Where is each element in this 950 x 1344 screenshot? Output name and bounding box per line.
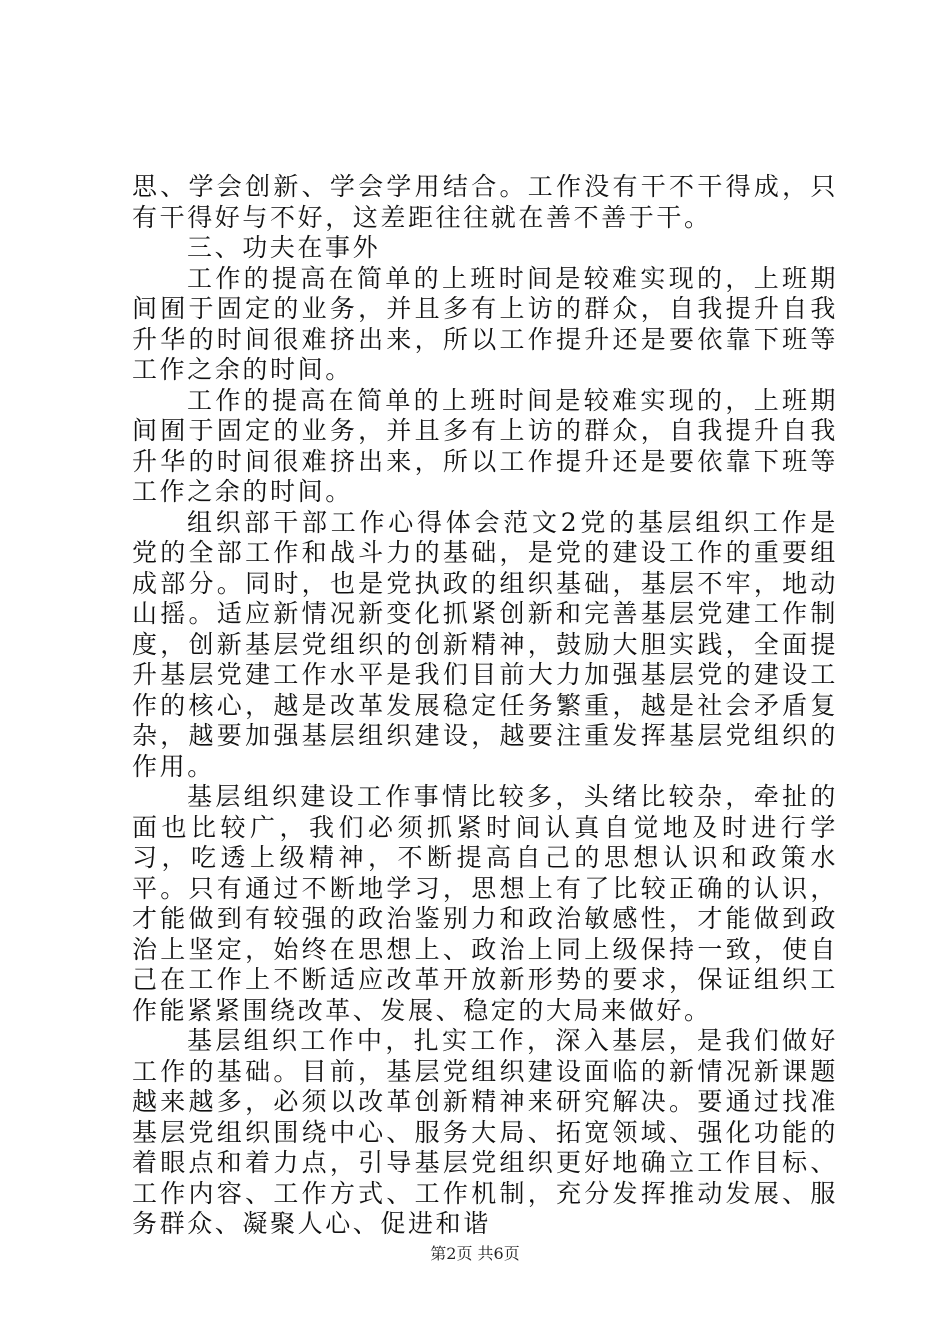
paragraph: 工作的提高在简单的上班时间是较难实现的，上班期间囿于固定的业务，并且多有上访的群众，自我提升自我升华的时间很难挤出来，所以工作提升还是要依靠下班等工作之余的时间。 xyxy=(132,385,838,506)
section-heading: 三、功夫在事外 xyxy=(187,233,381,262)
document-body xyxy=(132,172,838,1240)
paragraph: 基层组织工作中，扎实工作，深入基层，是我们做好工作的基础。目前，基层党组织建设面临的新情况新课题越来越多，必须以改革创新精神来研究解决。要通过找准基层党组织围绕中心、服务大局、拓宽领域、强化功能的着眼点和着力点，引导基层党组织更好地确立工作目标、工作内容、工作方式、工作机制，充分发挥推动发展、服务群众、凝聚人心、促进和谐 xyxy=(132,1026,838,1238)
paragraph: 基层组织建设工作事情比较多，头绪比较杂，牵扯的面也比较广，我们必须抓紧时间认真自觉地及时进行学习，吃透上级精神，不断提高自己的思想认识和政策水平。只有通过不断地学习，思想上有了比较正确的认识，才能做到有较强的政治鉴别力和政治敏感性，才能做到政治上坚定，始终在思想上、政治上同上级保持一致，使自己在工作上不断适应改革开放新形势的要求，保证组织工作能紧紧围绕改革、发展、稳定的大局来做好。 xyxy=(132,782,838,1025)
page-number-footer: 第2页 共6页 xyxy=(430,1244,520,1263)
paragraph: 组织部干部工作心得体会范文2党的基层组织工作是党的全部工作和战斗力的基础，是党的建设工作的重要组成部分。同时，也是党执政的组织基础，基层不牢，地动山摇。适应新情况新变化抓紧创新和完善基层党建工作制度，创新基层党组织的创新精神，鼓励大胆实践，全面提升基层党建工作水平是我们目前大力加强基层党的建设工作的核心，越是改革发展稳定任务繁重，越是社会矛盾复杂，越要加强基层组织建设，越要注重发挥基层党组织的作用。 xyxy=(132,507,838,781)
paragraph-continued: 思、学会创新、学会学用结合。工作没有干不干得成，只有干得好与不好，这差距往往就在善不善于干。 xyxy=(132,172,838,232)
paragraph: 工作的提高在简单的上班时间是较难实现的，上班期间囿于固定的业务，并且多有上访的群众，自我提升自我升华的时间很难挤出来，所以工作提升还是要依靠下班等工作之余的时间。 xyxy=(132,263,838,384)
